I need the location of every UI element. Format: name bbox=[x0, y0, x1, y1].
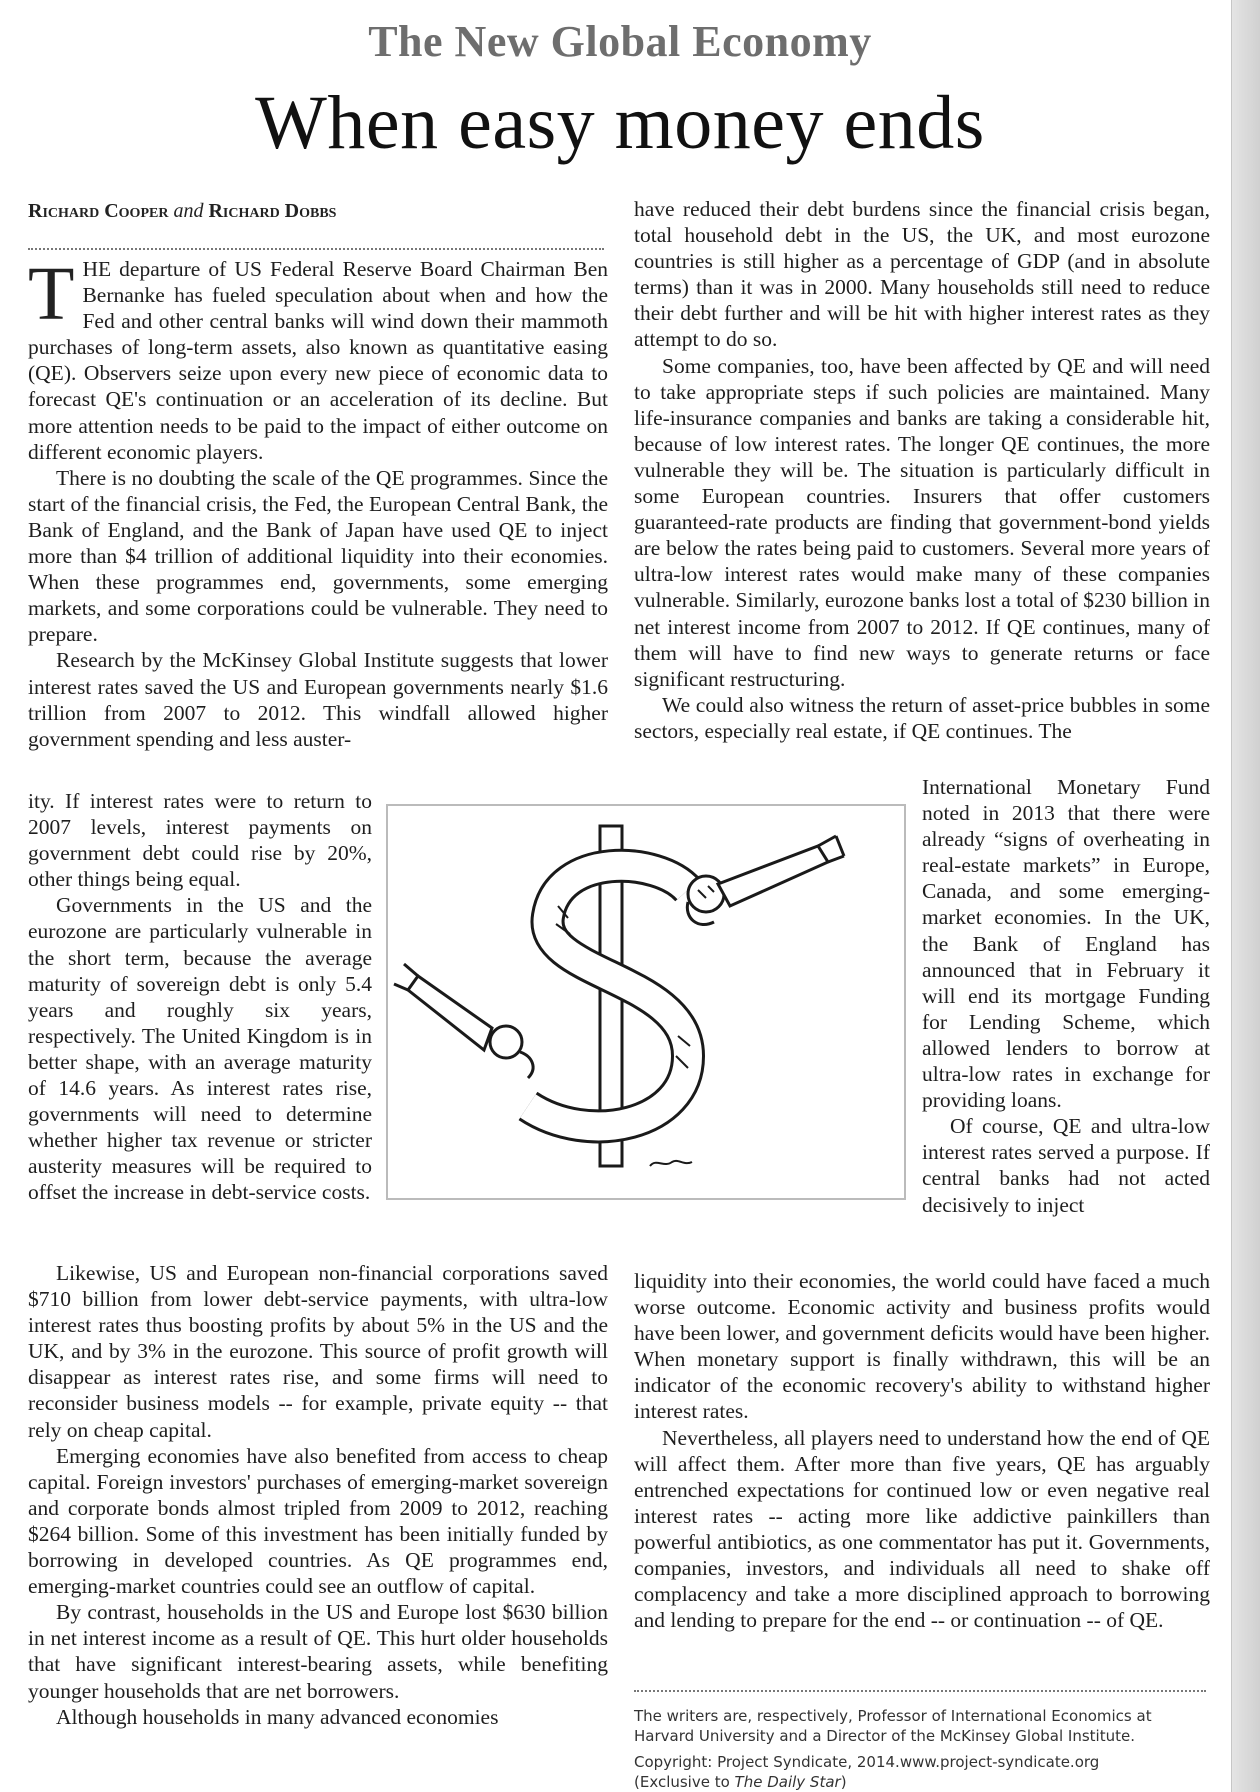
column-left-upper bbox=[28, 256, 608, 784]
section-title: The New Global Economy bbox=[368, 17, 872, 66]
paragraph-12: Nevertheless, all players need to understand how the end of QE will affect them. After more than five years, QE has arguably entrenched expectations for continued low or even negative real interest rates -- acting more like addictive painkillers than powerful antibiotics, as one commentator has put it. Governments, companies, investors, and individuals all need to shake off complacency and take a more disciplined approach to borrowing and lending to prepare for the end -- or continuation -- of QE. bbox=[634, 1425, 1210, 1633]
paragraph-2: There is no doubting the scale of the QE programmes. Since the start of the financial crisis, the Fed, the European Central Bank, the Bank of England, and the Bank of Japan have used QE to inject more than $4 trillion of additional liquidity into their economies. When these programmes end, governments, some emerging markets, and some corporations could be vulnerable. They need to prepare. bbox=[28, 465, 608, 647]
headline: When easy money ends bbox=[255, 81, 985, 165]
byline-divider bbox=[28, 248, 604, 250]
column-right-narrow bbox=[922, 774, 1210, 1268]
paragraph-9: Some companies, too, have been affected by QE and will need to take appropriate steps if such policies are maintained. Many life-insurance companies and banks are taking a considerable hit, because of low interest rates. The longer QE continues, the more vulnerable they will be. The situation is particularly difficult in some European countries. Insurers that offer customers guaranteed-rate products are finding that government-bond yields are below the rates being paid to customers. Several more years of ultra-low interest rates would make many of these companies vulnerable. Similarly, eurozone banks lost a total of $230 billion in net interest income from 2007 to 2012. If QE continues, many of them will have to find new ways to generate returns or face significant restructuring. bbox=[634, 353, 1210, 691]
author-2: Richard Dobbs bbox=[208, 200, 337, 222]
page-edge bbox=[1231, 0, 1260, 1792]
paragraph-1: THE departure of US Federal Reserve Board Chairman Ben Bernanke has fueled speculation about when and how the Fed and other central banks will wind down their mammoth purchases of long-term assets, also known as quantitative easing (QE). Observers seize upon every new piece of economic data to forecast QE's continuation or an acceleration of its decline. But more attention needs to be paid to the impact of either outcome on different economic players. bbox=[28, 256, 608, 464]
paragraph-8b: have reduced their debt burdens since the financial crisis began, total household debt in the US, the UK, and most eurozone countries is still higher as a percentage of GDP (and in absolute terms) than it was in 2000. Many households still need to reduce their debt further and will be hit with higher interest rates as they attempt to do so. bbox=[634, 197, 1210, 352]
column-left-lower bbox=[28, 1260, 608, 1792]
column-left-narrow bbox=[28, 788, 372, 1256]
paragraph-3a: Research by the McKinsey Global Institute suggests that lower interest rates saved the US and European governments nearly $1.6 trillion from 2007 to 2012. This windfall allowed higher government spending and less auster- bbox=[28, 648, 608, 751]
paragraph-8a: Although households in many advanced economies bbox=[56, 1704, 499, 1729]
dollar-sign-cartoon bbox=[386, 804, 906, 1200]
author-note: The writers are, respectively, Professor of International Economics at Harvard University and a Director of the McKinsey Global Institute. bbox=[634, 1707, 1152, 1745]
byline bbox=[28, 200, 336, 223]
paragraph-10a: We could also witness the return of asset-price bubbles in some sectors, especially real estate, if QE continues. The bbox=[634, 692, 1210, 743]
newspaper-name: The Daily Star bbox=[734, 1773, 841, 1791]
column-right-upper bbox=[634, 196, 1210, 776]
paragraph-11a: Of course, QE and ultra-low interest rates served a purpose. If central banks had not acted decisively to inject bbox=[922, 1114, 1210, 1217]
copyright-note bbox=[634, 1752, 1210, 1792]
footnote-divider bbox=[634, 1690, 1206, 1692]
exclusive-line: (Exclusive to The Daily Star) bbox=[634, 1773, 847, 1791]
paragraph-6: Emerging economies have also benefited from access to cheap capital. Foreign investors' purchases of emerging-market sovereign and corporate bonds almost tripled from 2009 to 2012, reaching $264 billion. Some of this investment has been initially funded by borrowing in developed countries. As QE programmes end, emerging-market countries could see an outflow of capital. bbox=[28, 1443, 608, 1599]
author-1: Richard Cooper bbox=[28, 200, 169, 222]
paragraph-3b: ity. If interest rates were to return to 2007 levels, interest payments on government debt could rise by 20%, other things being equal. bbox=[28, 789, 372, 892]
paragraph-11b: liquidity into their economies, the world could have faced a much worse outcome. Economic activity and business profits would have been lower, and government deficits would have been higher. When monetary support is finally withdrawn, this will be an indicator of the economic recovery's ability to withstand higher interest rates. bbox=[634, 1269, 1210, 1424]
drop-cap: T bbox=[28, 256, 75, 336]
paragraph-4: Governments in the US and the eurozone are particularly vulnerable in the short term, because the average maturity of sovereign debt is only 5.4 years and roughly six years, respectively. The United Kingdom is in better shape, with an average maturity of 14.6 years. As interest rates rise, governments will need to determine whether higher tax revenue or stricter austerity measures will be required to offset the increase in debt-service costs. bbox=[28, 893, 372, 1205]
paragraph-10b: International Monetary Fund noted in 2013 that there were already “signs of overheating in real-estate markets” in Europe, Canada, and some emerging-market economies. In the UK, the Bank of England has announced that in February it will end its mortgage Funding for Lending Scheme, which allowed lenders to borrow at ultra-low rates in exchange for providing loans. bbox=[922, 775, 1210, 1113]
paragraph-5: Likewise, US and European non-financial corporations saved $710 billion from lower debt-service payments, with ultra-low interest rates thus boosting profits by about 5% in the US and the UK, and by 3% in the eurozone. This source of profit growth will disappear as interest rates rise, and some firms will need to reconsider business models -- for example, private equity -- that rely on cheap capital. bbox=[28, 1261, 608, 1442]
paragraph-7: By contrast, households in the US and Europe lost $630 billion in net interest income as a result of QE. This hurt older households that have significant interest-bearing assets, while benefiting younger households that are net borrowers. bbox=[28, 1600, 608, 1703]
byline-conjunction: and bbox=[173, 200, 204, 222]
dollar-sign-illustration bbox=[388, 806, 904, 1198]
column-right-lower bbox=[634, 1268, 1210, 1668]
copyright-line: Copyright: Project Syndicate, 2014.www.project-syndicate.org bbox=[634, 1753, 1100, 1771]
